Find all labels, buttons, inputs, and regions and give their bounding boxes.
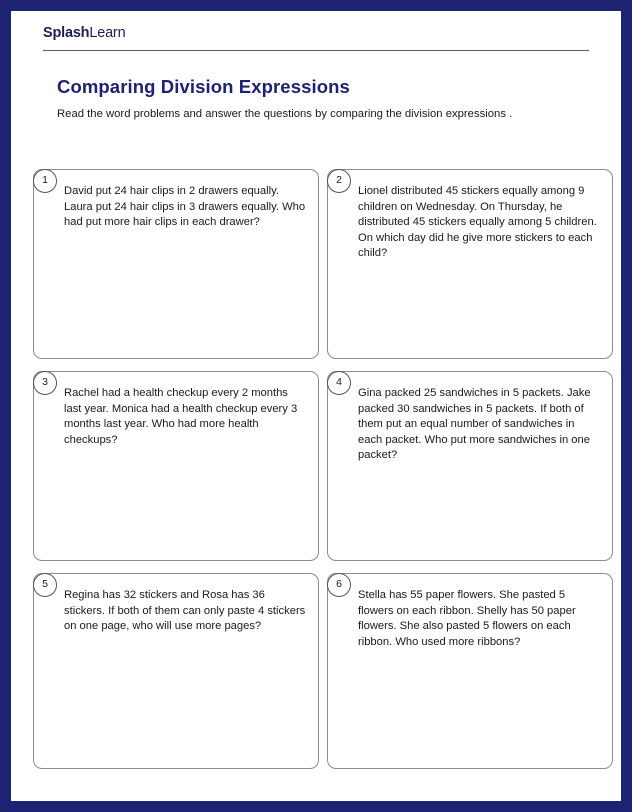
answer-box-6[interactable] — [327, 573, 613, 769]
question-row — [33, 371, 613, 561]
answer-box-2[interactable] — [327, 169, 613, 359]
page-instructions: Read the word problems and answer the questions by comparing the division expressions . — [57, 108, 513, 120]
header-divider — [43, 50, 589, 51]
question-cell-2 — [327, 169, 613, 359]
question-number-badge: 5 — [33, 573, 57, 597]
answer-box-5[interactable] — [33, 573, 319, 769]
title-block — [57, 75, 597, 123]
question-grid — [33, 169, 613, 781]
splashlearn-logo — [43, 23, 589, 43]
question-text: Lionel distributed 45 stickers equally among 9 children on Wednesday. On Thursday, he distributed 45 stickers equally among 5 children. On which day did he give more stickers to each child? — [358, 185, 597, 260]
question-text: Gina packed 25 sandwiches in 5 packets. Jake packed 30 sandwiches in 5 packets. If both of them put an equal number of sandwiches in each packet. Who put more sandwiches in one packet? — [358, 387, 591, 462]
question-number-badge: 1 — [33, 169, 57, 193]
logo-text-regular: Learn — [89, 25, 126, 41]
question-cell-3 — [33, 371, 319, 561]
question-number-badge: 2 — [327, 169, 351, 193]
answer-box-1[interactable] — [33, 169, 319, 359]
question-row — [33, 573, 613, 769]
question-number-badge: 6 — [327, 573, 351, 597]
question-text: Rachel had a health checkup every 2 months last year. Monica had a health checkup every 3 months last year. Who had more health checkups? — [64, 387, 298, 446]
question-cell-4 — [327, 371, 613, 561]
question-text: David put 24 hair clips in 2 drawers equally. Laura put 24 hair clips in 3 drawers equally. Who had put more hair clips in each drawer? — [64, 185, 306, 229]
page-title: Comparing Division Expressions — [57, 76, 350, 97]
question-number-badge: 3 — [33, 371, 57, 395]
question-cell-5 — [33, 573, 319, 769]
question-number-badge: 4 — [327, 371, 351, 395]
question-row — [33, 169, 613, 359]
answer-box-4[interactable] — [327, 371, 613, 561]
logo-text-bold: Splash — [43, 25, 90, 41]
question-cell-1 — [33, 169, 319, 359]
question-text: Regina has 32 stickers and Rosa has 36 stickers. If both of them can only paste 4 stickers on one page, who will use more pages? — [64, 589, 306, 633]
answer-box-3[interactable] — [33, 371, 319, 561]
worksheet-page — [11, 11, 621, 801]
question-cell-6 — [327, 573, 613, 769]
page-header — [43, 23, 589, 51]
question-text: Stella has 55 paper flowers. She pasted 5 flowers on each ribbon. Shelly has 50 paper flowers. She also pasted 5 flowers on each ribbon. Who used more ribbons? — [358, 589, 576, 648]
